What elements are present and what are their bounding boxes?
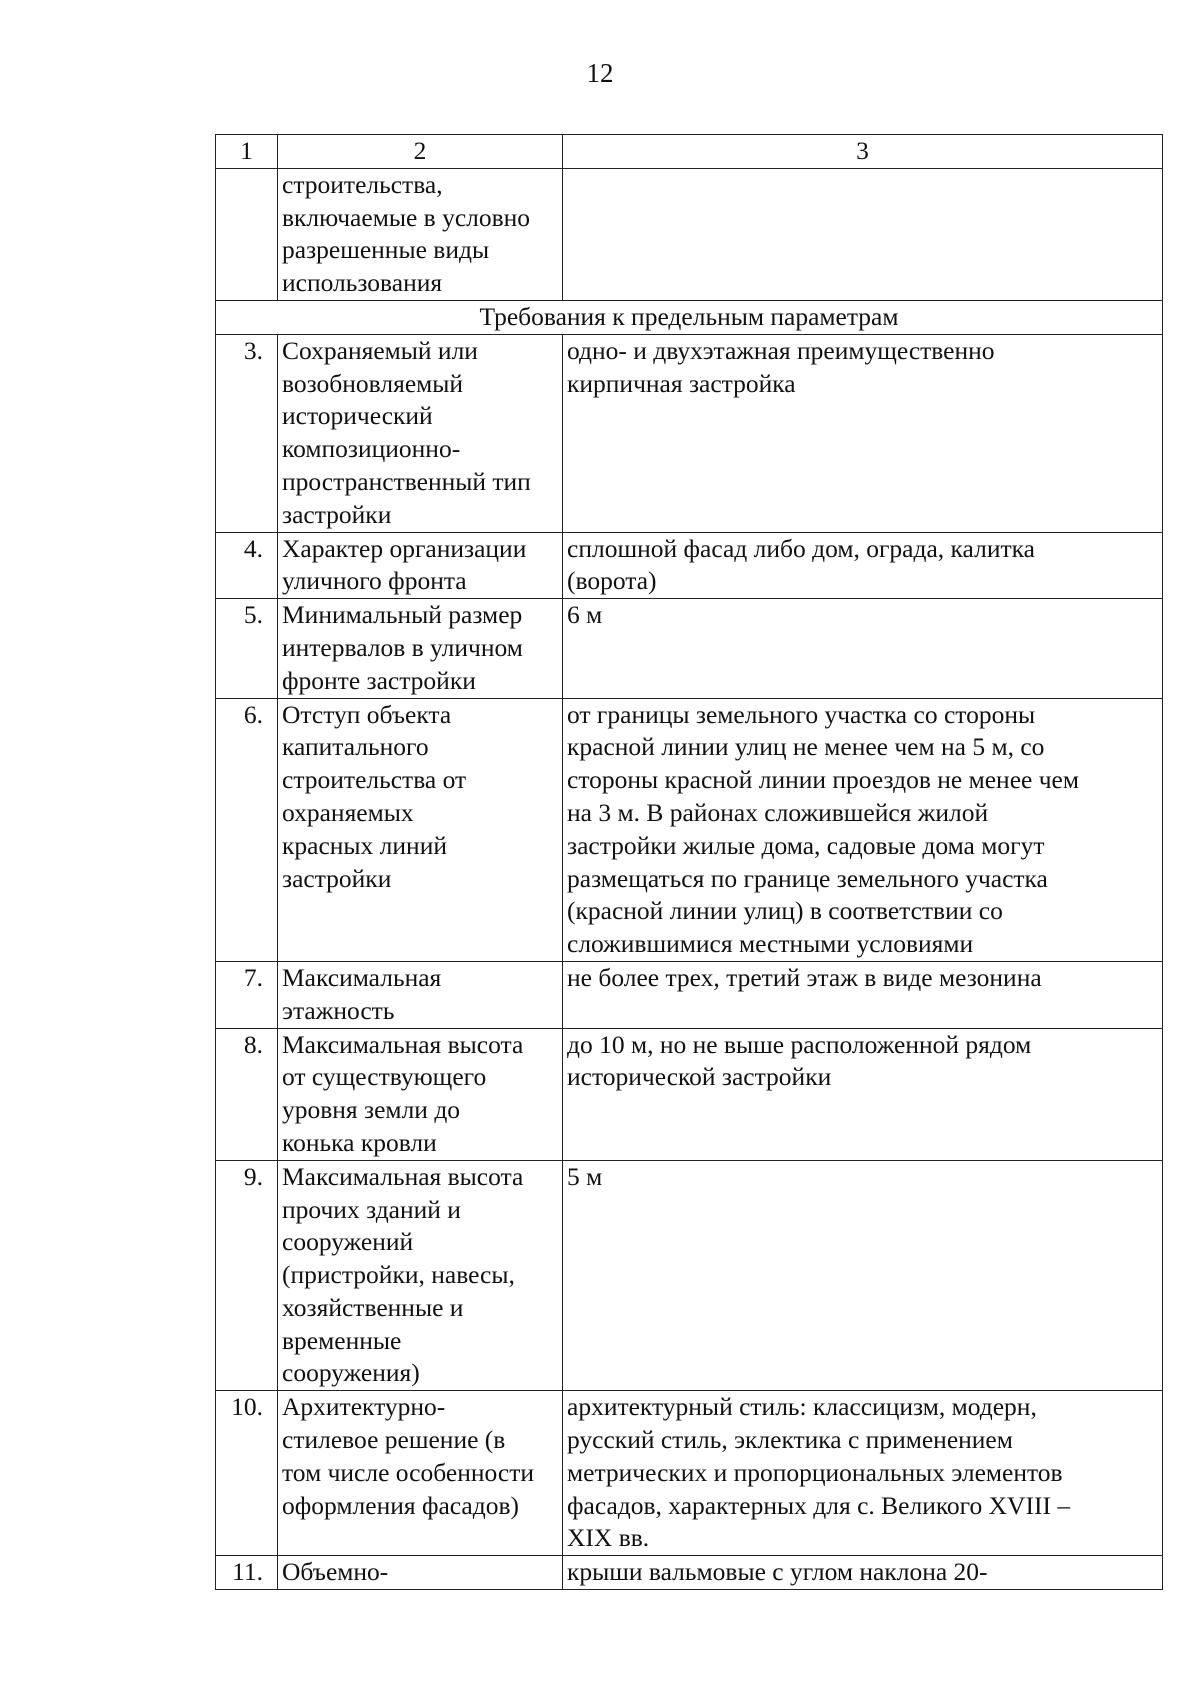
row-number: 10. [216, 1391, 278, 1556]
row-parameter: Объемно- [278, 1556, 563, 1590]
row-number: 3. [216, 334, 278, 532]
continuation-param-cell: строительства, включаемые в условно разрешенные виды использования [278, 168, 563, 300]
row-value: сплошной фасад либо дом, ограда, калитка (ворота) [563, 532, 1163, 599]
regulations-table [215, 134, 1163, 1590]
row-value: 5 м [563, 1160, 1163, 1391]
table-row [216, 532, 1163, 599]
page-number: 12 [586, 58, 614, 88]
row-number: 7. [216, 961, 278, 1028]
row-number: 8. [216, 1028, 278, 1160]
row-value: архитектурный стиль: классицизм, модерн, русский стиль, эклектика с применением метрических и пропорциональных элементов фасадов, характерных для с. Великого XVIII – XIX вв. [563, 1391, 1163, 1556]
table-row [216, 334, 1163, 532]
header-cell-2: 2 [278, 135, 563, 169]
row-number: 9. [216, 1160, 278, 1391]
row-value: не более трех, третий этаж в виде мезонина [563, 961, 1163, 1028]
table-row [216, 1391, 1163, 1556]
row-value: от границы земельного участка со стороны красной линии улиц не менее чем на 5 м, со стороны красной линии проездов не менее чем на 3 м. В районах сложившейся жилой застройки жилые дома, садовые дома могут размещаться по границе земельного участка (красной линии улиц) в соответствии со сложившимися местными условиями [563, 698, 1163, 961]
table-header-row [216, 135, 1163, 169]
row-parameter: Максимальная этажность [278, 961, 563, 1028]
row-value: крыши вальмовые с углом наклона 20- [563, 1556, 1163, 1590]
row-parameter: Минимальный размер интервалов в уличном фронте застройки [278, 599, 563, 698]
continuation-value-cell [563, 168, 1163, 300]
table-row [216, 961, 1163, 1028]
section-title-row [216, 300, 1163, 334]
table-row [216, 1556, 1163, 1590]
row-value: одно- и двухэтажная преимущественно кирпичная застройка [563, 334, 1163, 532]
header-cell-1: 1 [216, 135, 278, 169]
row-parameter: Архитектурно- стилевое решение (в том числе особенности оформления фасадов) [278, 1391, 563, 1556]
table-row [216, 1028, 1163, 1160]
row-number: 5. [216, 599, 278, 698]
continuation-row [216, 168, 1163, 300]
row-number: 6. [216, 698, 278, 961]
row-number: 4. [216, 532, 278, 599]
row-value: до 10 м, но не выше расположенной рядом исторической застройки [563, 1028, 1163, 1160]
row-parameter: Сохраняемый или возобновляемый исторический композиционно- пространственный тип застройки [278, 334, 563, 532]
row-parameter: Характер организации уличного фронта [278, 532, 563, 599]
section-title: Требования к предельным параметрам [216, 300, 1163, 334]
continuation-num-cell [216, 168, 278, 300]
header-cell-3: 3 [563, 135, 1163, 169]
table-row [216, 698, 1163, 961]
table-row [216, 1160, 1163, 1391]
row-parameter: Отступ объекта капитального строительства от охраняемых красных линий застройки [278, 698, 563, 961]
row-parameter: Максимальная высота от существующего уровня земли до конька кровли [278, 1028, 563, 1160]
row-parameter: Максимальная высота прочих зданий и сооружений (пристройки, навесы, хозяйственные и временные сооружения) [278, 1160, 563, 1391]
row-number: 11. [216, 1556, 278, 1590]
row-value: 6 м [563, 599, 1163, 698]
table-row [216, 599, 1163, 698]
